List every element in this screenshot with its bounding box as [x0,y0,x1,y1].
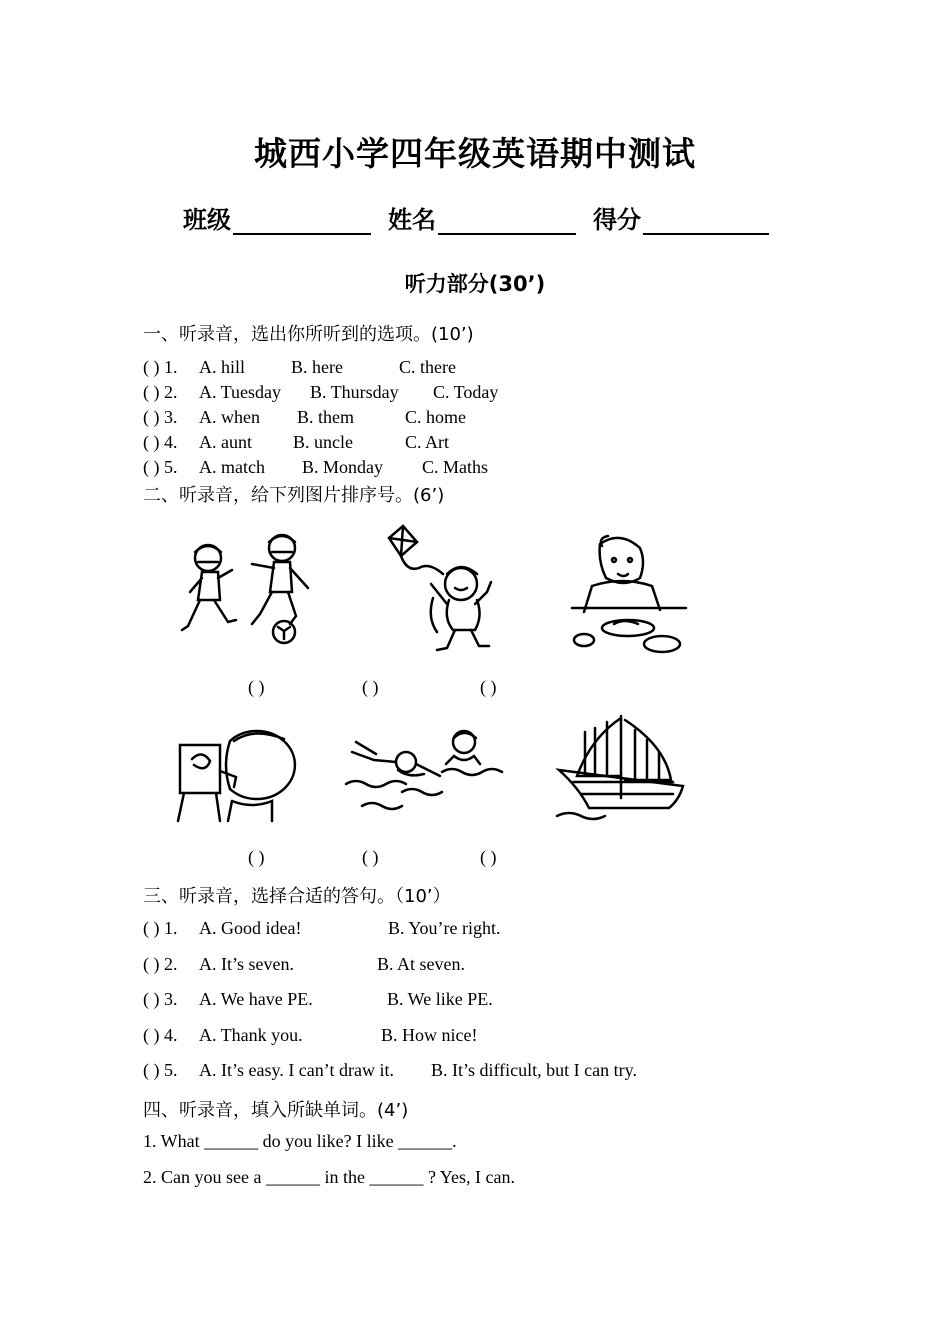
section4-item-1: 1. What ______ do you like? I like ______. [143,1131,457,1151]
item-number: ( ) 2. [143,382,178,402]
option-b: B. We like PE. [387,989,493,1009]
item-number: ( ) 5. [143,457,178,477]
painting-picture [172,715,297,823]
option-a: A. It’s easy. I can’t draw it. [199,1060,394,1080]
score-blank[interactable] [643,209,769,235]
picture-6-answer-paren[interactable]: ( ) [480,847,497,867]
football-players-picture [176,532,326,647]
option-b: B. You’re right. [388,918,501,938]
section4-heading: 四、听录音，填入所缺单词。(4’) [143,1100,409,1121]
item-number: ( ) 1. [143,357,178,377]
option-c: C. there [399,357,456,377]
sailboat-picture [555,712,685,822]
picture-4-answer-paren[interactable]: ( ) [248,847,265,867]
option-b: B. How nice! [381,1025,478,1045]
item-number: ( ) 1. [143,918,178,938]
option-a: A. aunt [199,432,252,452]
section1-heading: 一、听录音，选出你所听到的选项。(10’) [143,324,474,345]
picture-3-answer-paren[interactable]: ( ) [480,677,497,697]
picture-5-answer-paren[interactable]: ( ) [362,847,379,867]
kite-flying-picture [383,524,513,656]
option-a: A. It’s seven. [199,954,294,974]
option-a: A. Tuesday [199,382,282,402]
score-label: 得分 [593,206,641,234]
option-b: B. Monday [302,457,383,477]
option-b: B. here [291,357,343,377]
picture-1-answer-paren[interactable]: ( ) [248,677,265,697]
class-blank[interactable] [233,209,371,235]
name-field [388,200,576,235]
swimming-picture [342,712,504,820]
option-a: A. when [199,407,260,427]
option-a: A. We have PE. [199,989,313,1009]
option-b: B. At seven. [377,954,465,974]
page-title: 城西小学四年级英语期中测试 [254,134,696,173]
option-c: C. Maths [422,457,489,477]
section4-item-2: 2. Can you see a ______ in the ______ ? Yes, I can. [143,1167,515,1187]
item-number: ( ) 4. [143,1025,178,1045]
option-b: B. Thursday [310,382,399,402]
option-c: C. Art [405,432,450,452]
score-field [593,200,769,235]
section3-heading: 三、听录音，选择合适的答句。（10’） [143,886,451,907]
listening-part-title: 听力部分(30’) [404,272,546,296]
class-field [183,200,371,235]
option-a: A. Good idea! [199,918,302,938]
item-number: ( ) 4. [143,432,178,452]
item-number: ( ) 3. [143,407,178,427]
option-c: C. home [405,407,466,427]
name-label: 姓名 [388,206,436,234]
name-blank[interactable] [438,209,576,235]
picture-2-answer-paren[interactable]: ( ) [362,677,379,697]
class-label: 班级 [183,206,231,234]
section2-heading: 二、听录音，给下列图片排序号。(6’) [143,485,445,506]
item-number: ( ) 2. [143,954,178,974]
option-c: C. Today [433,382,499,402]
item-number: ( ) 5. [143,1060,178,1080]
item-number: ( ) 3. [143,989,178,1009]
option-a: A. Thank you. [199,1025,303,1045]
option-b: B. uncle [293,432,353,452]
boy-eating-picture [570,532,688,656]
option-a: A. hill [199,357,246,377]
option-b: B. It’s difficult, but I can try. [431,1060,637,1080]
option-b: B. them [297,407,354,427]
option-a: A. match [199,457,265,477]
